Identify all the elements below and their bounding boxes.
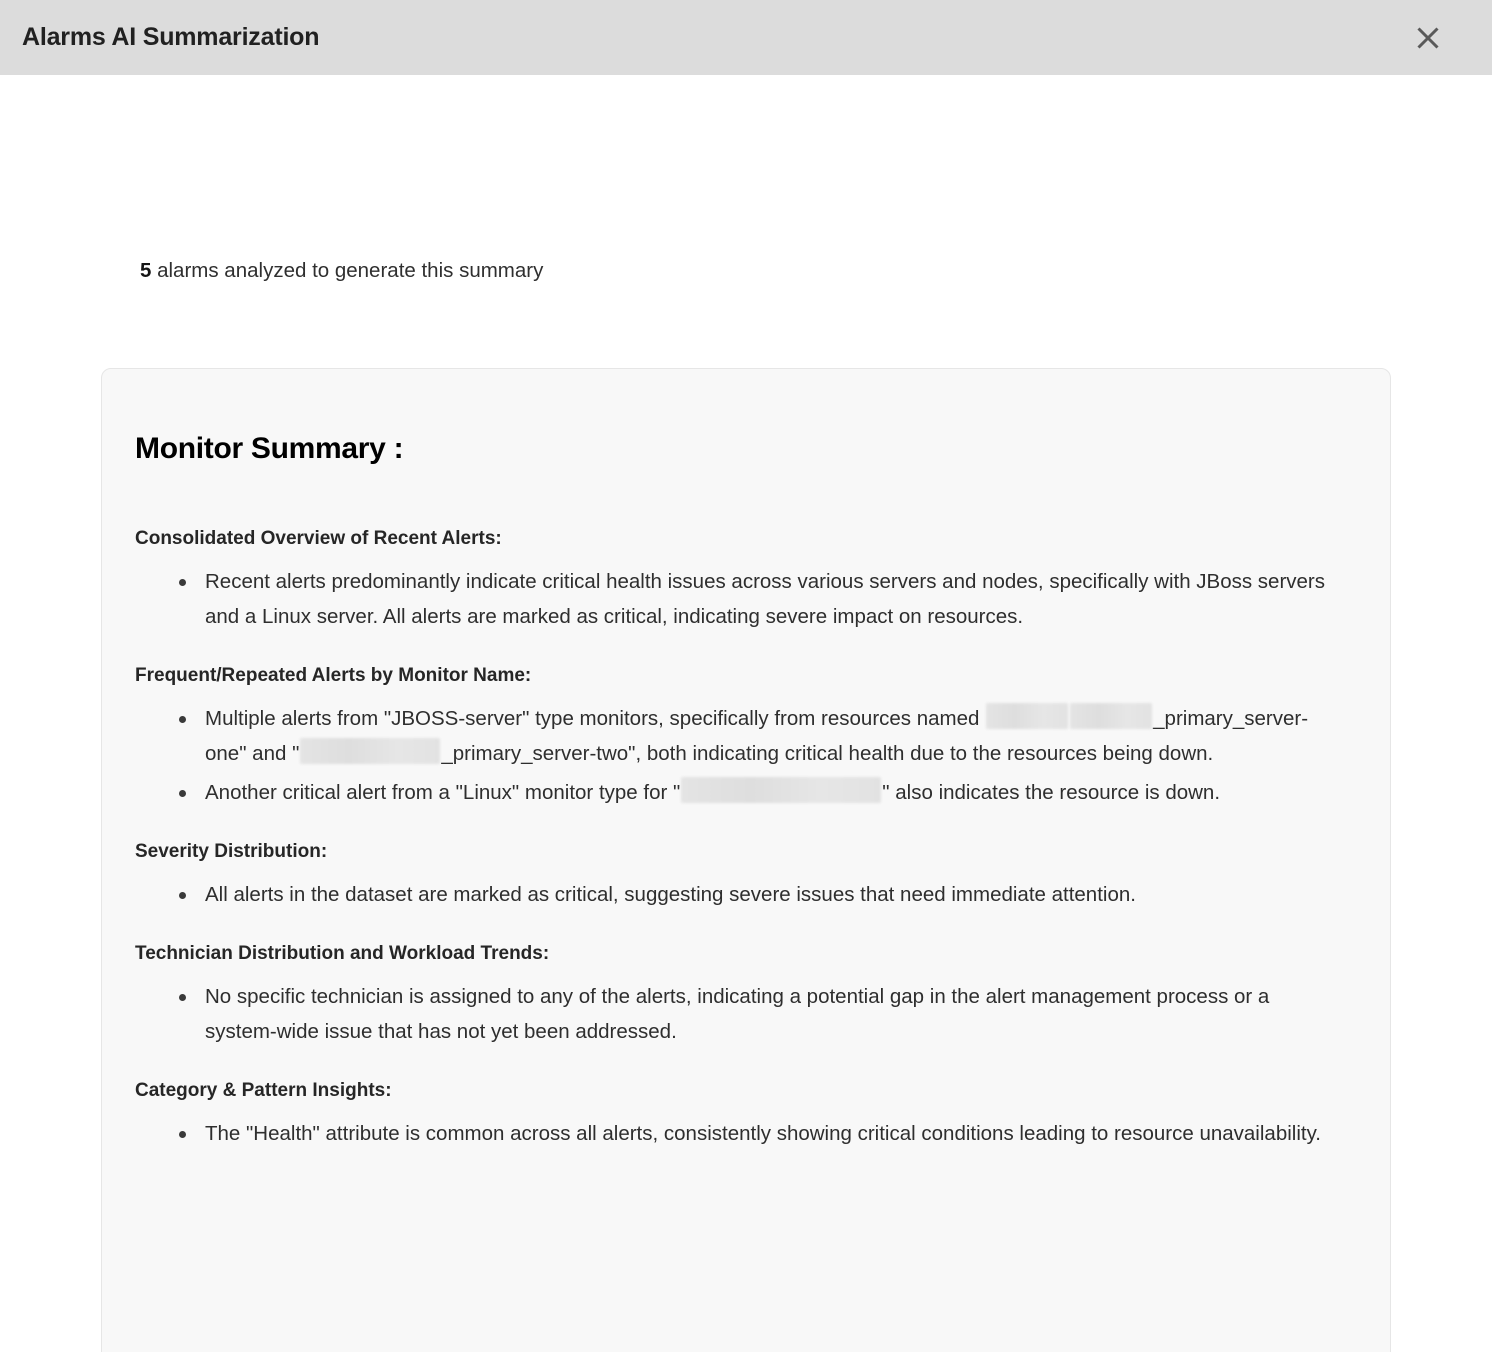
redacted-text-block — [986, 703, 1068, 729]
alarms-analyzed-count: 5 — [140, 259, 152, 282]
list-item: Recent alerts predominantly indicate critical health issues across various servers and nodes, specifically with JBoss servers and a Linux server. All alerts are marked as critical, indicating severe impact on resources. — [205, 564, 1356, 635]
monitor-summary-title: Monitor Summary : — [135, 432, 404, 465]
bullet-list — [135, 877, 1356, 912]
summary-section — [135, 662, 1356, 810]
list-item: Multiple alerts from "JBOSS-server" type monitors, specifically from resources named _primary_server-one" and " _primary_server-two", both indicating critical health due to the resources being down. — [205, 701, 1356, 772]
close-icon — [1415, 25, 1441, 51]
section-heading: Technician Distribution and Workload Trends: — [135, 943, 550, 964]
bullet-list — [135, 564, 1356, 635]
redacted-text-block — [300, 738, 440, 764]
list-item: No specific technician is assigned to any of the alerts, indicating a potential gap in the alert management process or a system-wide issue that has not yet been addressed. — [205, 979, 1356, 1050]
list-item: All alerts in the dataset are marked as critical, suggesting severe issues that need immediate attention. — [205, 877, 1356, 912]
bullet-list — [135, 979, 1356, 1050]
bullet-list — [135, 701, 1356, 811]
summary-section — [135, 1077, 1356, 1151]
summary-section — [135, 838, 1356, 912]
redacted-text-block — [681, 777, 881, 803]
close-button[interactable] — [1406, 16, 1450, 60]
redacted-text-block — [1070, 703, 1152, 729]
list-item: Another critical alert from a "Linux" monitor type for " " also indicates the resource is down. — [205, 775, 1356, 810]
section-heading: Consolidated Overview of Recent Alerts: — [135, 528, 502, 549]
page-title: Alarms AI Summarization — [22, 23, 320, 51]
alarms-analyzed-label: alarms analyzed to generate this summary — [151, 259, 544, 282]
dialog-header — [0, 0, 1492, 75]
bullet-list — [135, 1116, 1356, 1151]
section-heading: Frequent/Repeated Alerts by Monitor Name: — [135, 665, 532, 686]
list-item: The "Health" attribute is common across all alerts, consistently showing critical conditions leading to resource unavailability. — [205, 1116, 1356, 1151]
section-heading: Severity Distribution: — [135, 841, 328, 863]
alarms-analyzed-status — [140, 257, 543, 286]
section-heading: Category & Pattern Insights: — [135, 1080, 392, 1101]
dialog-body — [0, 75, 1492, 1352]
monitor-summary-card — [101, 368, 1391, 1352]
summary-section — [135, 940, 1356, 1049]
summary-section — [135, 525, 1356, 634]
summary-sections — [135, 525, 1356, 1151]
